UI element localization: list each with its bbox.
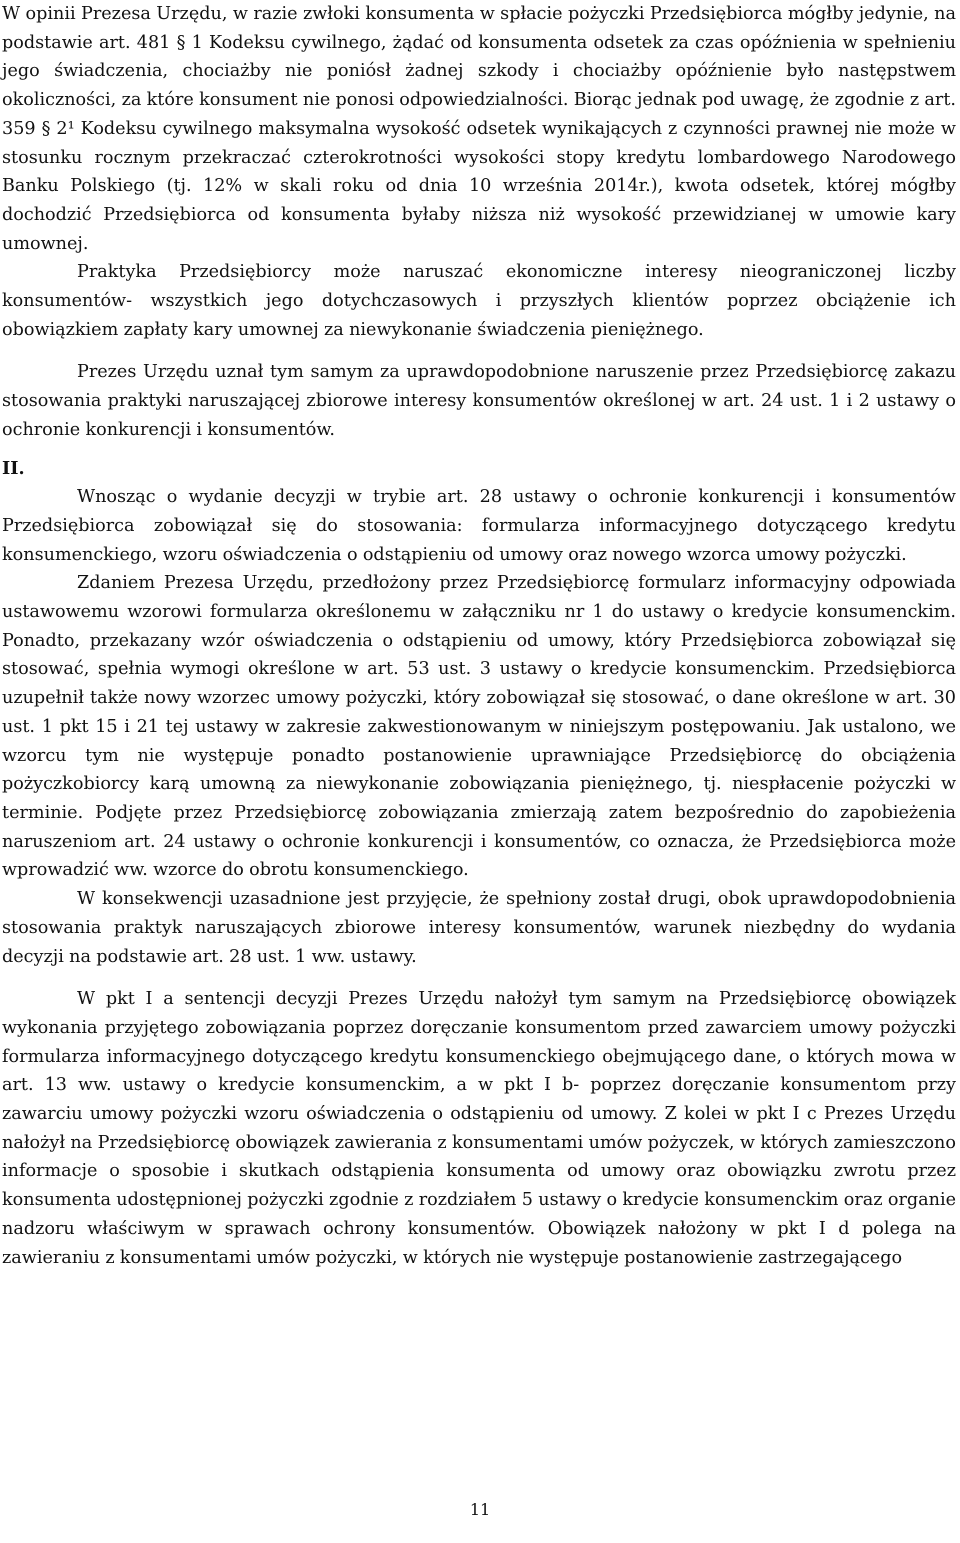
paragraph-consequence: W konsekwencji uzasadnione jest przyjęcie, że spełniony został drugi, obok uprawdopodobnienia stosowania praktyk naruszających zbiorowe interesy konsumentów, warunek niezbędny do wydania decyzji na podstawie art. 28 ust. 1 ww. ustawy. [2, 889, 956, 967]
paragraph-commitment-request: Wnosząc o wydanie decyzji w trybie art. 28 ustawy o ochronie konkurencji i konsumentów Przedsiębiorca zobowiązał się do stosowania: formularza informacyjnego dotyczącego kredytu konsumenckiego, wzoru oświadczenia o odstąpieniu od umowy oraz nowego wzorca umowy pożyczki. [2, 487, 956, 565]
paragraph-sentence-obligations: W pkt I a sentencji decyzji Prezes Urzędu nałożył tym samym na Przedsiębiorcę obowiązek wykonania przyjętego zobowiązania poprzez doręczanie konsumentom przed zawarciem umowy pożyczki formularza informacyjnego dotyczącego kredytu konsumenckiego obejmującego dane, o których mowa w art. 13 ww. ustawy o kredycie konsumenckim, a w pkt I b- poprzez doręczanie konsumentom przy zawarciu umowy pożyczki wzoru oświadczenia o odstąpieniu od umowy. Z kolei w pkt I c Prezes Urzędu nałożył na Przedsiębiorcę obowiązek zawierania z konsumentami umów pożyczek, w których zamieszczono informacje o sposobie i skutkach odstąpienia konsumenta od umowy oraz obowiązku zwrotu przez konsumenta udostępnionej pożyczki zgodnie z rozdziałem 5 ustawy o kredycie konsumenckim oraz organie nadzoru właściwym w sprawach ochrony konsumentów. Obowiązek nałożony w pkt I d polega na zawieraniu z konsumentami umów pożyczki, w których nie występuje postanowienie zastrzegającego [2, 989, 956, 1268]
document-page [2, 0, 956, 1272]
paragraph-president-assessment: Zdaniem Prezesa Urzędu, przedłożony przez Przedsiębiorcę formularz informacyjny odpowiada ustawowemu wzorowi formularza określonemu w załączniku nr 1 do ustawy o kredycie konsumenckim. Ponadto, przekazany wzór oświadczenia o odstąpieniu od umowy, który Przedsiębiorca zobowiązał się stosować, spełnia wymogi określone w art. 53 ust. 3 ustawy o kredycie konsumenckim. Przedsiębiorca uzupełnił także nowy wzorzec umowy pożyczki, który zobowiązał się stosować, o dane określone w art. 30 ust. 1 pkt 15 i 21 tej ustawy w zakresie zakwestionowanym w niniejszym postępowaniu. Jak ustalono, we wzorcu tym nie występuje ponadto postanowienie uprawniające Przedsiębiorcę do obciążenia pożyczkobiorcy karą umowną za niewykonanie zobowiązania pieniężnego, tj. niespłacenie pożyczki w terminie. Podjęte przez Przedsiębiorcę zobowiązania zmierzają zatem bezpośrednio do zapobieżenia naruszeniom art. 24 ustawy o ochronie konkurencji i konsumentów, co oznacza, że Przedsiębiorca może wprowadzić ww. wzorce do obrotu konsumenckiego. [2, 573, 956, 881]
page-number: 11 [469, 1500, 491, 1519]
section-marker: II. [2, 457, 25, 479]
paragraph-violation-finding: Prezes Urzędu uznał tym samym za uprawdopodobnione naruszenie przez Przedsiębiorcę zakazu stosowania praktyki naruszającej zbiorowe interesy konsumentów określonej w art. 24 ust. 1 i 2 ustawy o ochronie konkurencji i konsumentów. [2, 362, 956, 440]
paragraph-interest-opinion: W opinii Prezesa Urzędu, w razie zwłoki konsumenta w spłacie pożyczki Przedsiębiorca mógłby jedynie, na podstawie art. 481 § 1 Kodeksu cywilnego, żądać od konsumenta odsetek za czas opóźnienia w spełnieniu jego świadczenia, chociażby nie poniósł żadnej szkody i chociażby opóźnienie było następstwem okoliczności, za które konsument nie ponosi odpowiedzialności. Biorąc jednak pod uwagę, że zgodnie z art. 359 § 2¹ Kodeksu cywilnego maksymalna wysokość odsetek wynikających z czynności prawnej nie może w stosunku rocznym przekraczać czterokrotności wysokości stopy kredytu lombardowego Narodowego Banku Polskiego (tj. 12% w skali roku od dnia 10 września 2014r.), kwota odsetek, której mógłby dochodzić Przedsiębiorca od konsumenta byłaby niższa niż wysokość przewidzianej w umowie kary umownej. [2, 4, 956, 254]
paragraph-practice-harm: Praktyka Przedsiębiorcy może naruszać ekonomiczne interesy nieograniczonej liczby konsumentów- wszystkich jego dotychczasowych i przyszłych klientów poprzez obciążenie ich obowiązkiem zapłaty kary umownej za niewykonanie świadczenia pieniężnego. [2, 262, 956, 340]
